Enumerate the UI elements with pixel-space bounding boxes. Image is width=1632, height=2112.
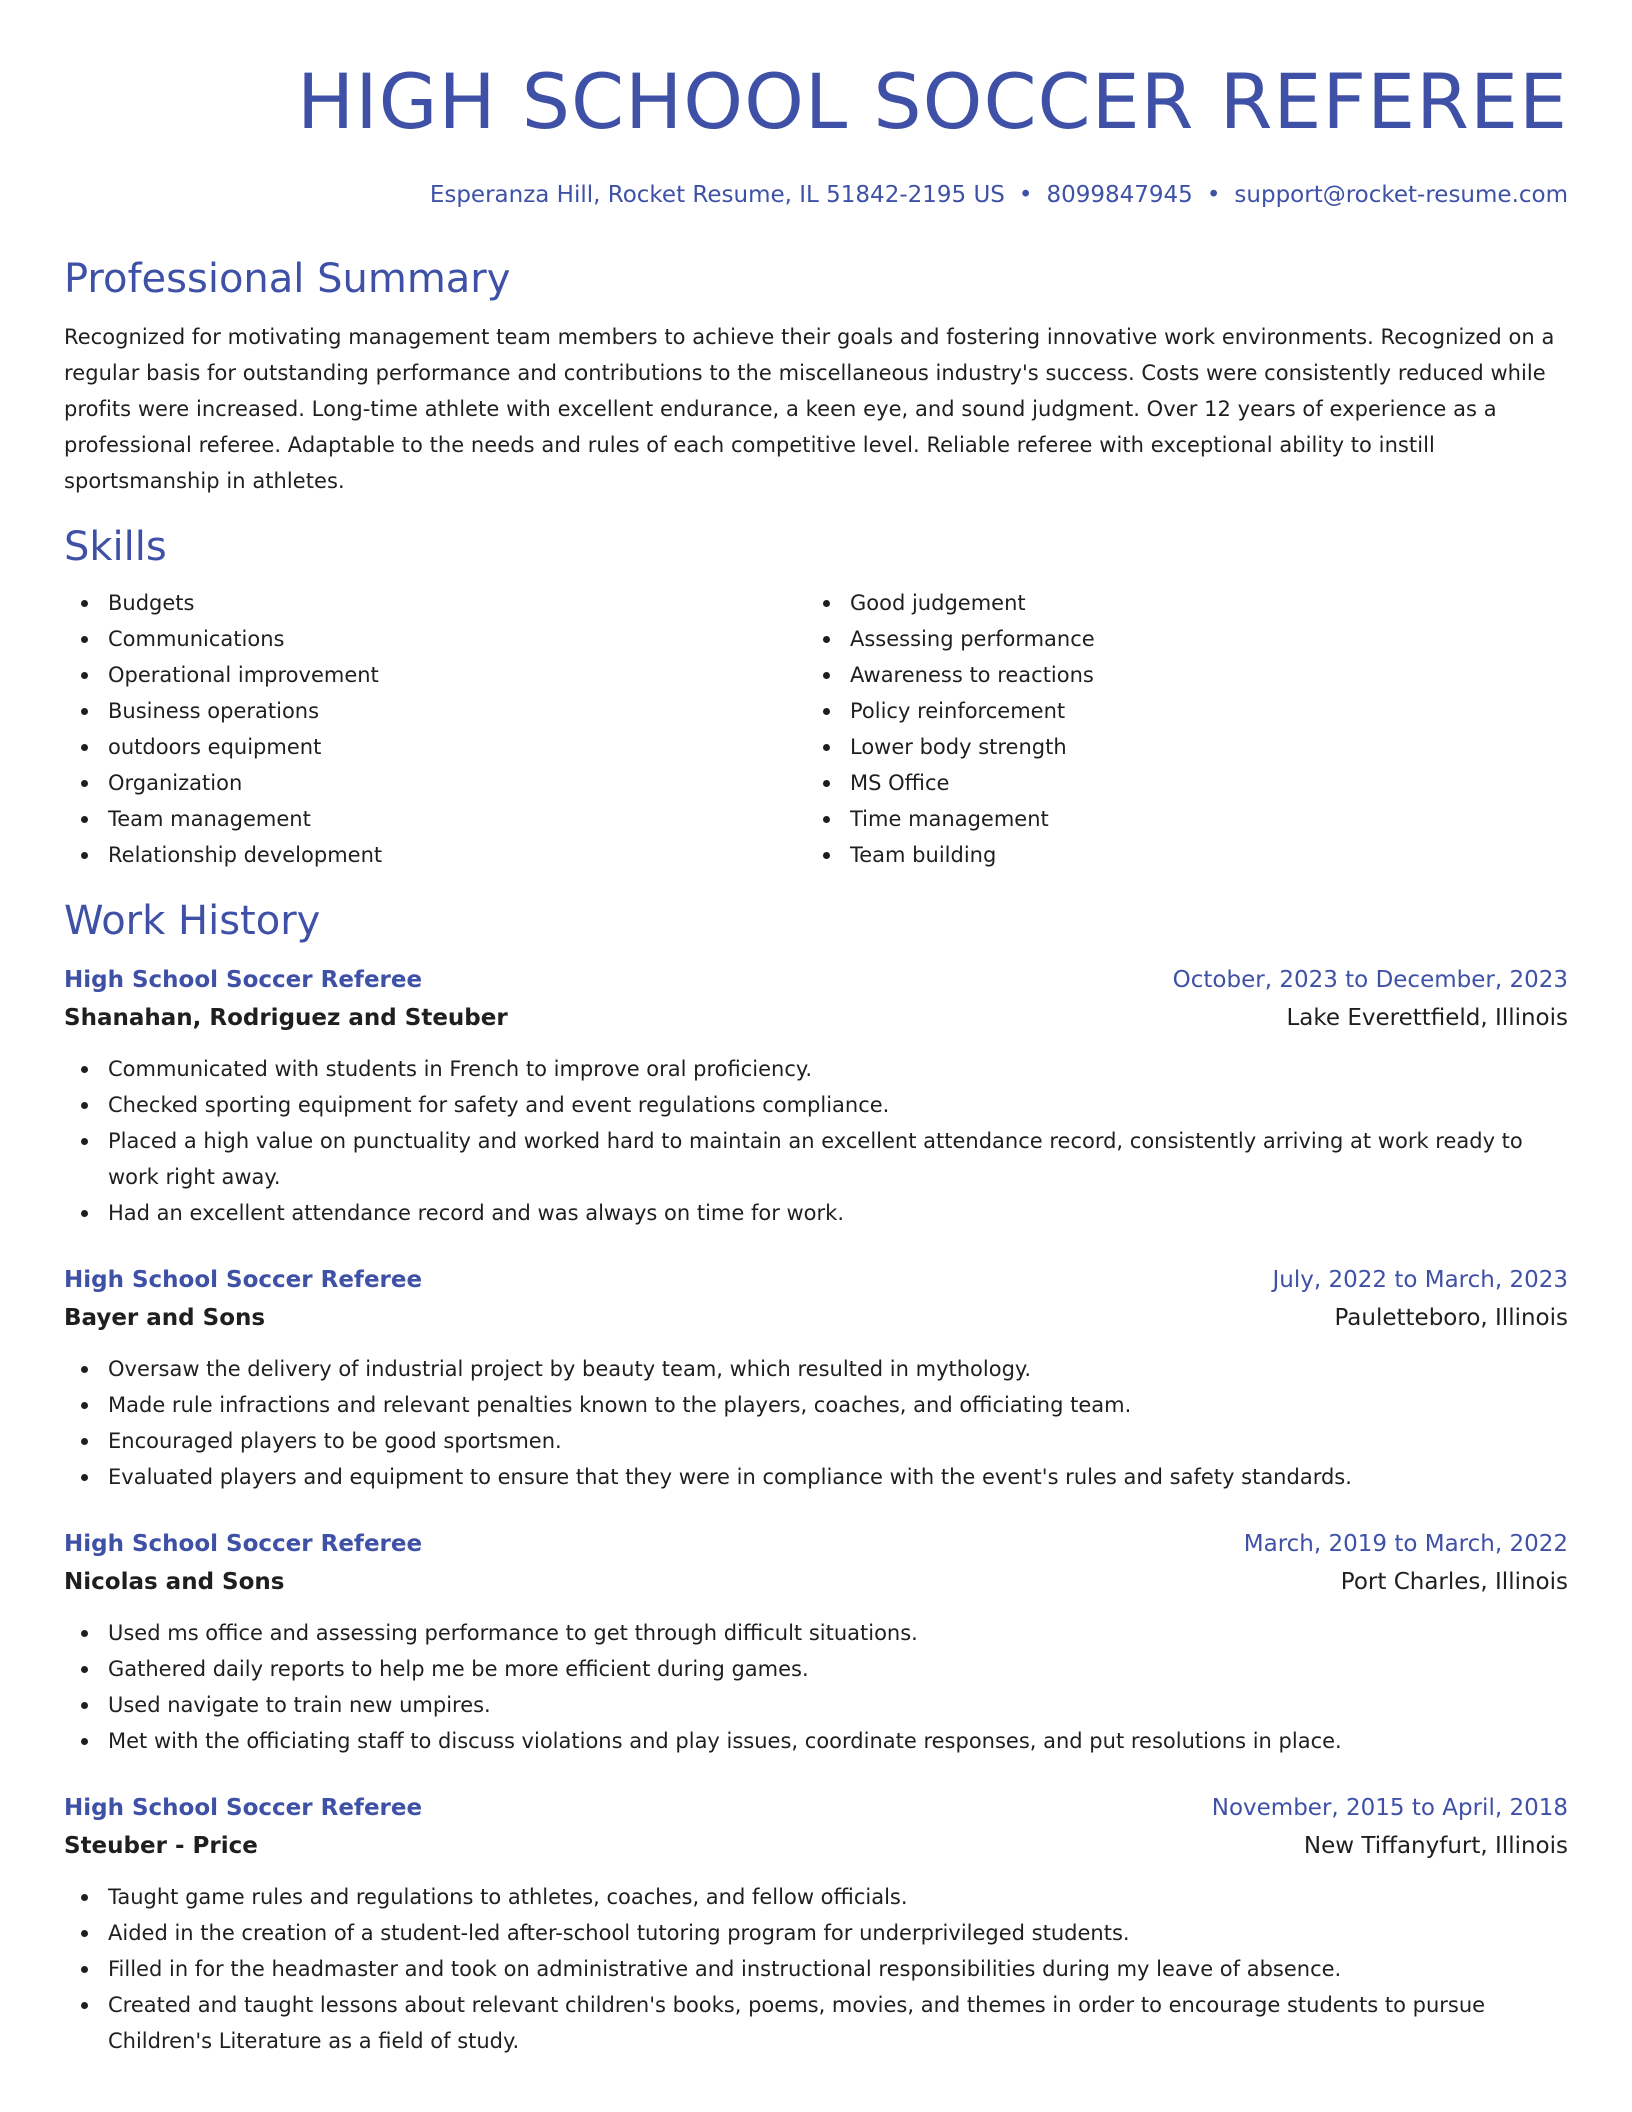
skill-item: Budgets [64,585,806,621]
job-dates: July, 2022 to March, 2023 [1272,1267,1568,1293]
duty-item: Checked sporting equipment for safety and event regulations compliance. [64,1087,1568,1123]
skill-item: Policy reinforcement [806,693,1546,729]
job-entry [64,1525,1568,1759]
skill-item: Assessing performance [806,621,1546,657]
job-duties [64,1615,1568,1759]
job-duties [64,1051,1568,1231]
skills-heading: Skills [64,524,167,570]
summary-heading: Professional Summary [64,256,511,302]
job-company: Bayer and Sons [64,1305,266,1331]
duty-item: Evaluated players and equipment to ensure that they were in compliance with the event's rules and safety standards. [64,1459,1568,1495]
skill-item: Communications [64,621,806,657]
job-title: High School Soccer Referee [64,1267,423,1293]
skill-item: Business operations [64,693,806,729]
job-title: High School Soccer Referee [64,967,423,993]
skill-item: Awareness to reactions [806,657,1546,693]
skill-item: Relationship development [64,837,806,873]
skill-item: MS Office [806,765,1546,801]
skills-grid [64,585,1568,873]
work-history-list [64,961,1568,2059]
duty-item: Communicated with students in French to improve oral proficiency. [64,1051,1568,1087]
job-company: Shanahan, Rodriguez and Steuber [64,1005,508,1031]
duty-item: Taught game rules and regulations to athletes, coaches, and fellow officials. [64,1879,1568,1915]
skill-item: outdoors equipment [64,729,806,765]
duty-item: Encouraged players to be good sportsmen. [64,1423,1568,1459]
job-title-row [64,961,1568,999]
summary-text: Recognized for motivating management team members to achieve their goals and fostering innovative work environments. Recognized on a regular basis for outstanding performance and contributions to the miscellaneous industry's success. Costs were consistently reduced while profits were increased. Long-time athlete with excellent endurance, a keen eye, and sound judgment. Over 12 years of experience as a professional referee. Adaptable to the needs and rules of each competitive level. Reliable referee with exceptional ability to instill sportsmanship in athletes. [64,325,1555,493]
work-history-heading: Work History [64,898,321,944]
skill-item: Team management [64,801,806,837]
job-company-row [64,1827,1568,1865]
job-duties [64,1351,1568,1495]
contact-email: support@rocket-resume.com [1234,182,1568,208]
duty-item: Met with the officiating staff to discuss violations and play issues, coordinate responses, and put resolutions in place. [64,1723,1568,1759]
job-duties [64,1879,1568,2059]
skill-item: Organization [64,765,806,801]
job-dates: October, 2023 to December, 2023 [1172,967,1568,993]
candidate-name: HIGH SCHOOL SOCCER REFEREE [297,57,1568,146]
skill-item: Good judgement [806,585,1546,621]
duty-item: Used ms office and assessing performance to get through difficult situations. [64,1615,1568,1651]
skill-item: Time management [806,801,1546,837]
skill-item: Lower body strength [806,729,1546,765]
job-company: Steuber - Price [64,1833,258,1859]
job-location: Lake Everettfield, Illinois [1286,1005,1568,1031]
skill-item: Operational improvement [64,657,806,693]
contact-line [64,180,1568,210]
job-entry [64,1261,1568,1495]
contact-separator: • [1018,182,1033,208]
skills-list-left [64,585,806,873]
job-title-row [64,1525,1568,1563]
job-title-row [64,1261,1568,1299]
job-dates: November, 2015 to April, 2018 [1211,1795,1568,1821]
duty-item: Aided in the creation of a student-led after-school tutoring program for underprivileged students. [64,1915,1568,1951]
contact-phone: 8099847945 [1046,182,1193,208]
duty-item: Placed a high value on punctuality and worked hard to maintain an excellent attendance record, consistently arriving at work ready to work right away. [64,1123,1568,1195]
job-dates: March, 2019 to March, 2022 [1243,1531,1568,1557]
job-entry [64,1789,1568,2059]
job-title-row [64,1789,1568,1827]
job-company-row [64,999,1568,1037]
job-title: High School Soccer Referee [64,1531,423,1557]
job-location: Pauletteboro, Illinois [1334,1305,1568,1331]
job-company: Nicolas and Sons [64,1569,285,1595]
contact-separator: • [1206,182,1221,208]
job-title: High School Soccer Referee [64,1795,423,1821]
resume-page [64,0,1568,2059]
duty-item: Oversaw the delivery of industrial project by beauty team, which resulted in mythology. [64,1351,1568,1387]
job-location: Port Charles, Illinois [1340,1569,1568,1595]
duty-item: Created and taught lessons about relevant children's books, poems, movies, and themes in order to encourage students to pursue Children's Literature as a field of study. [64,1987,1568,2059]
duty-item: Used navigate to train new umpires. [64,1687,1568,1723]
job-company-row [64,1299,1568,1337]
duty-item: Gathered daily reports to help me be more efficient during games. [64,1651,1568,1687]
skills-list-right [806,585,1546,873]
duty-item: Had an excellent attendance record and was always on time for work. [64,1195,1568,1231]
duty-item: Made rule infractions and relevant penalties known to the players, coaches, and officiating team. [64,1387,1568,1423]
contact-address: Esperanza Hill, Rocket Resume, IL 51842-2195 US [429,182,1005,208]
job-location: New Tiffanyfurt, Illinois [1303,1833,1568,1859]
duty-item: Filled in for the headmaster and took on administrative and instructional responsibilities during my leave of absence. [64,1951,1568,1987]
job-entry [64,961,1568,1231]
skill-item: Team building [806,837,1546,873]
job-company-row [64,1563,1568,1601]
